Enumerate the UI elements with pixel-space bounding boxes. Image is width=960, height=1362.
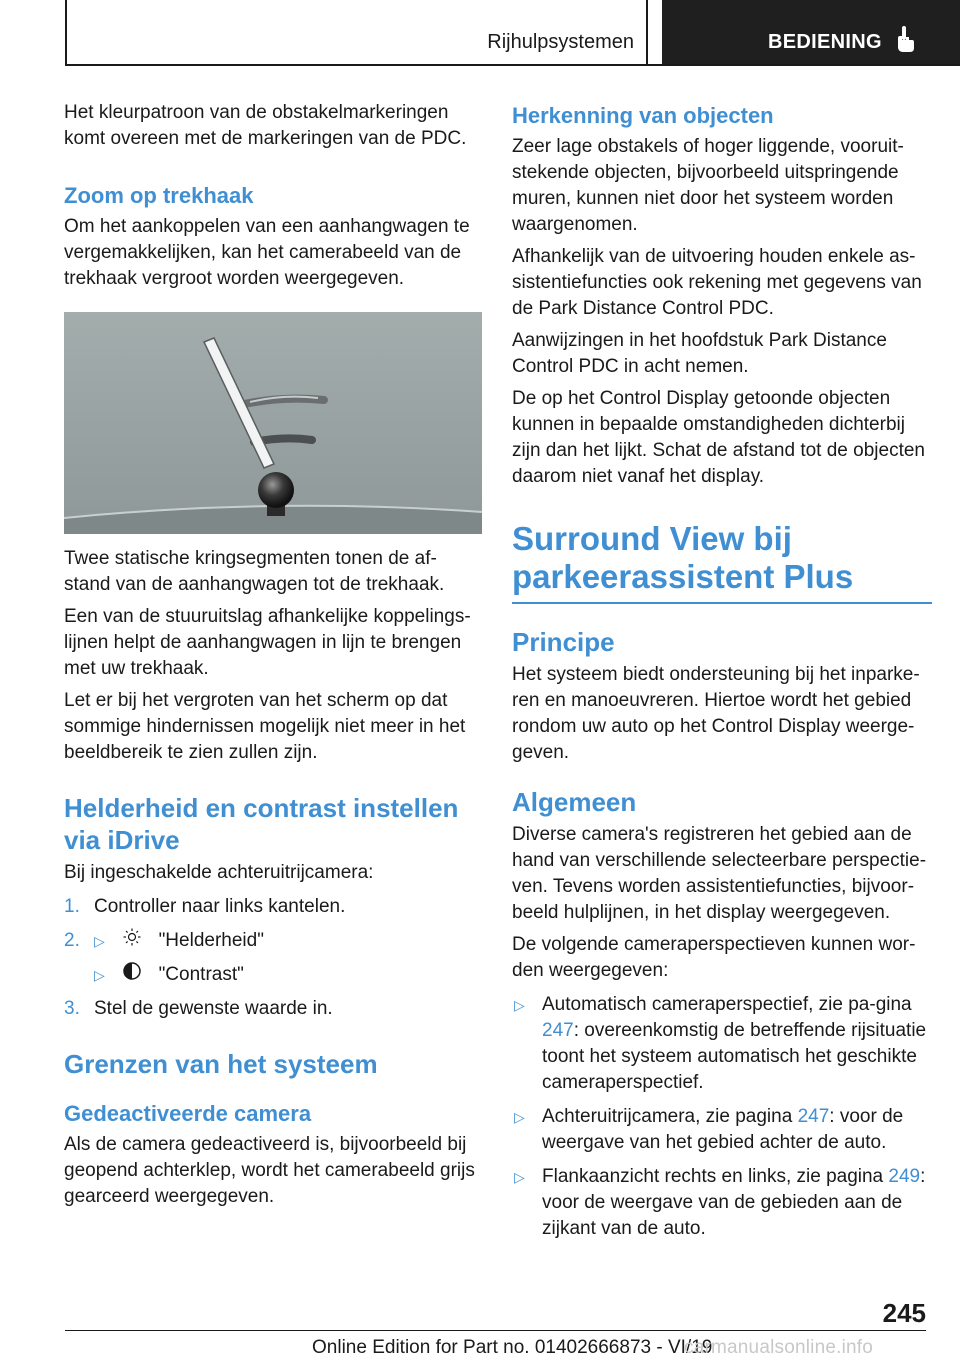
zoom-paragraph: Om het aankoppelen van een aanhangwagen te vergemakkelijken, kan het camerabeeld van de trekhaak vergroot worden weergegeven. <box>64 216 470 289</box>
caption-3: Let er bij het vergroten van het scherm op dat sommige hindernissen mogelijk niet meer in het beeldbereik te zien zullen zijn. <box>64 690 466 763</box>
triangle-bullet-icon: ▷ <box>94 933 105 949</box>
principle-heading: Principe <box>512 627 615 657</box>
general-paragraph-2: De volgende cameraperspectieven kunnen wor-den weergegeven: <box>512 934 916 981</box>
steps-list <box>64 894 482 954</box>
step-number: 2. <box>64 930 80 951</box>
zoom-heading: Zoom op trekhaak <box>64 183 254 208</box>
triangle-bullet-icon: ▷ <box>514 997 525 1013</box>
general-paragraph-1: Diverse camera's registreren het gebied aan de hand van verschillende selecteerbare perspectie-ven. Tevens worden assistentiefuncties, bijvoor-beeld hulplijnen, in het display weergegeven. <box>512 824 927 923</box>
page-link[interactable]: 247 <box>797 1106 830 1127</box>
section-title: Rijhulpsystemen <box>487 31 634 53</box>
list-item-text: Automatisch cameraperspectief, zie pa-gina <box>542 994 912 1015</box>
step-item <box>64 894 482 920</box>
general-heading: Algemeen <box>512 787 637 817</box>
triangle-bullet-icon: ▷ <box>514 1109 525 1125</box>
footer-rule <box>65 1330 926 1331</box>
step-number: 1. <box>64 896 80 917</box>
limits-heading: Grenzen van het systeem <box>64 1049 378 1079</box>
step-item <box>64 928 482 954</box>
intro-paragraph: Het kleurpatroon van de obstakelmarkeringen komt overeen met de markeringen van de PDC. <box>64 102 467 149</box>
page-number: 245 <box>882 1298 926 1328</box>
list-item-text: : voor de weergave van het gebied achter de auto. <box>542 1106 904 1153</box>
brightness-intro: Bij ingeschakelde achteruitrijcamera: <box>64 862 374 883</box>
objects-paragraph-2: Afhankelijk van de uitvoering houden enkele as-sistentiefuncties ook rekening met gegevens van de Park Distance Control PDC. <box>512 246 922 319</box>
header-section-tab <box>65 0 648 64</box>
left-column <box>64 100 482 1210</box>
list-item <box>512 1104 932 1156</box>
brightness-heading: Helderheid en contrast instellen via iDrive <box>64 793 459 855</box>
heading-rule <box>512 602 932 604</box>
list-item-text: : overeenkomstig de betreffende rijsituatie toont het systeem automatisch het geschikte cameraperspectief. <box>542 1020 927 1093</box>
objects-paragraph-1: Zeer lage obstakels of hoger liggende, vooruit-stekende objecten, bijvoorbeeld uitspringende muren, kunnen niet door het systeem worden waargenomen. <box>512 136 904 235</box>
step-text: Stel de gewenste waarde in. <box>94 998 333 1019</box>
deactivated-heading: Gedeactiveerde camera <box>64 1101 312 1126</box>
hand-pointer-icon <box>894 24 918 54</box>
trailer-hitch-illustration <box>64 312 482 534</box>
step-item <box>64 996 482 1022</box>
caption-1: Twee statische kringsegmenten tonen de af-stand van de aanhangwagen tot de trekhaak. <box>64 548 445 595</box>
list-item <box>512 992 932 1096</box>
header-rule <box>65 64 960 66</box>
perspective-list <box>512 992 932 1242</box>
chapter-title: BEDIENING <box>768 31 882 53</box>
principle-paragraph: Het systeem biedt ondersteuning bij het inparke-ren en manoeuvreren. Hiertoe wordt het gebied rondom uw auto op het Control Display weerge-geven. <box>512 664 920 763</box>
camera-figure <box>64 312 482 534</box>
list-item-text: : voor de weergave van de gebieden aan de zijkant van de auto. <box>542 1166 926 1239</box>
header-chapter-tab <box>662 0 960 64</box>
edition-text: Online Edition for Part no. 01402666873 - VI/19 <box>312 1337 713 1358</box>
watermark: carmanualsonline.info <box>684 1337 874 1358</box>
objects-heading: Herkenning van objecten <box>512 103 774 128</box>
right-column <box>512 100 932 1242</box>
step-text: Controller naar links kantelen. <box>94 896 346 917</box>
steps-list-continued <box>64 996 482 1022</box>
triangle-bullet-icon: ▷ <box>94 967 105 983</box>
contrast-icon <box>121 962 143 988</box>
list-item-text: Flankaanzicht rechts en links, zie pagina <box>542 1166 889 1187</box>
list-item-text: Achteruitrijcamera, zie pagina <box>542 1106 798 1127</box>
substep-contrast <box>64 962 482 988</box>
substep-text: "Contrast" <box>158 964 244 985</box>
step-text: "Helderheid" <box>158 930 264 951</box>
brightness-icon <box>121 928 143 954</box>
objects-paragraph-4: De op het Control Display getoonde objecten kunnen in bepaalde omstandigheden dichterbij zijn dan het lijkt. Schat de afstand tot de objecten daarom niet vanaf het display. <box>512 388 925 487</box>
triangle-bullet-icon: ▷ <box>514 1169 525 1185</box>
list-item <box>512 1164 932 1242</box>
caption-2: Een van de stuuruitslag afhankelijke koppelings-lijnen helpt de aanhangwagen in lijn te brengen met uw trekhaak. <box>64 606 471 679</box>
page-link[interactable]: 247 <box>542 1020 574 1041</box>
objects-paragraph-3: Aanwijzingen in het hoofdstuk Park Distance Control PDC in acht nemen. <box>512 330 887 377</box>
page-link[interactable]: 249 <box>888 1166 921 1187</box>
step-number: 3. <box>64 998 80 1019</box>
surround-heading: Surround View bij parkeerassistent Plus <box>512 520 854 595</box>
deactivated-paragraph: Als de camera gedeactiveerd is, bijvoorbeeld bij geopend achterklep, wordt het camerabeeld grijs gearceerd weergegeven. <box>64 1134 475 1207</box>
